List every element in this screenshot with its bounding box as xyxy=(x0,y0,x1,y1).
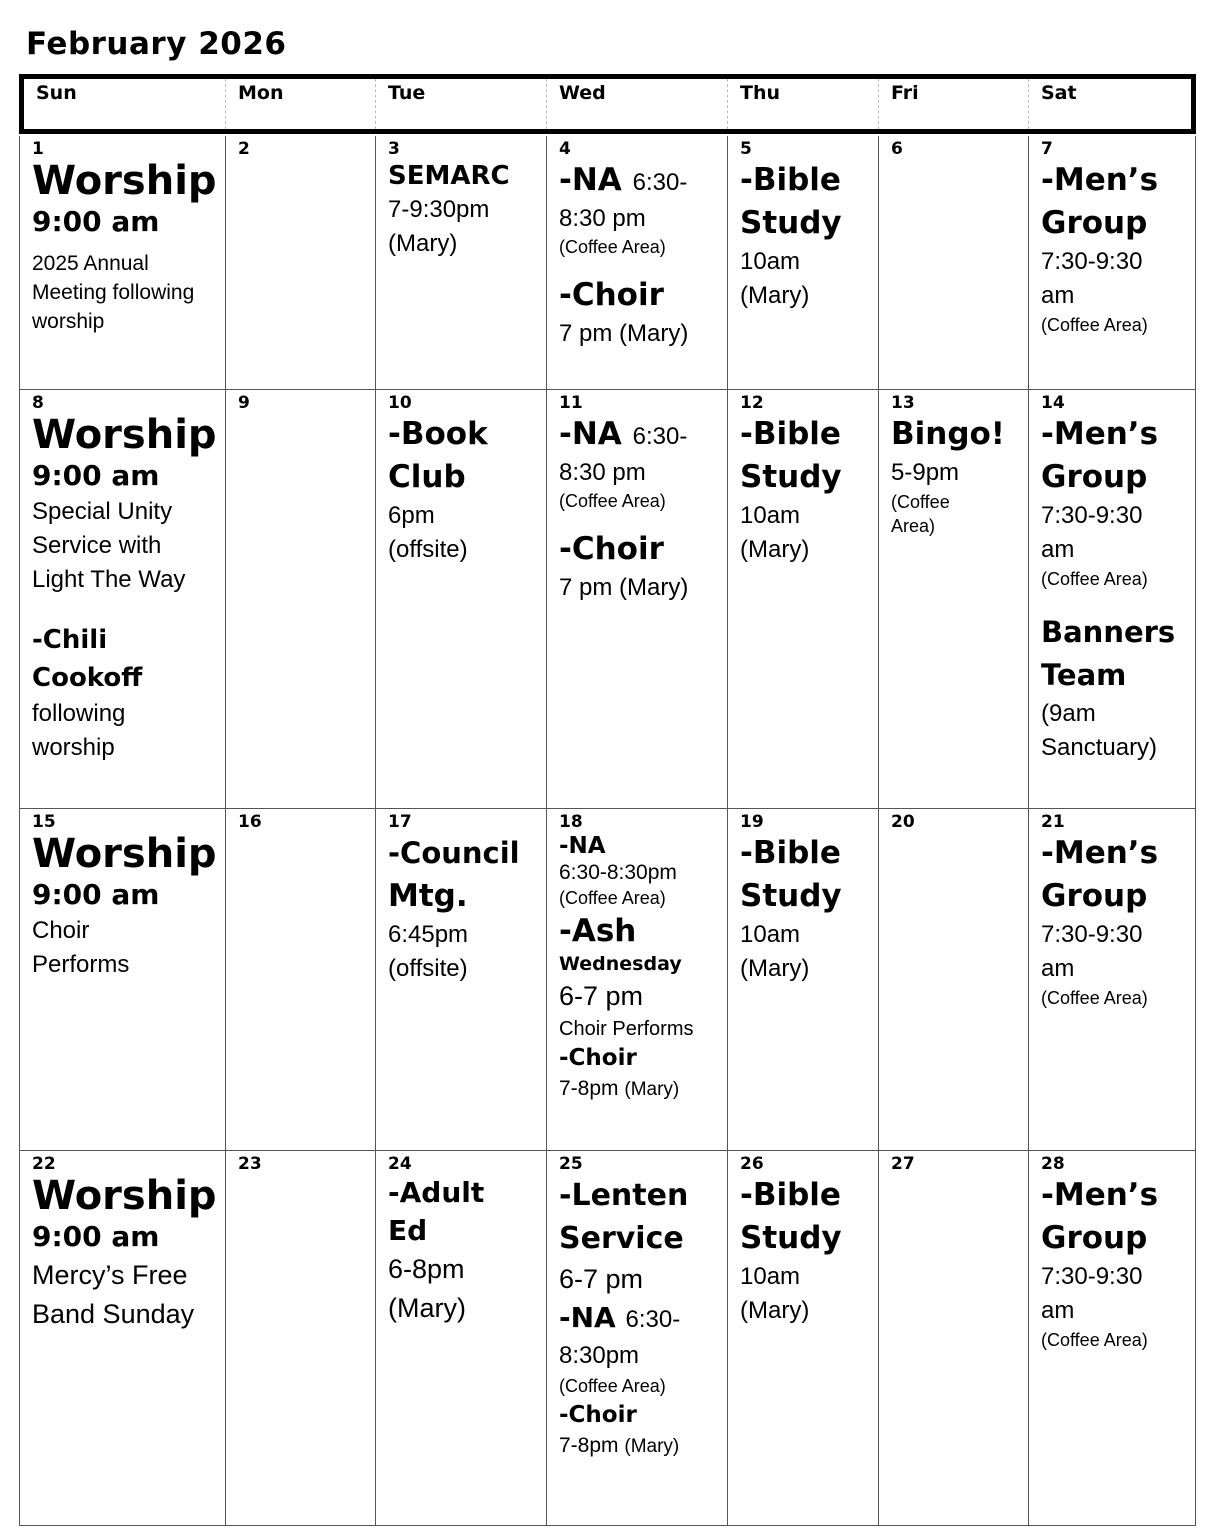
day-cell[interactable] xyxy=(728,390,879,809)
event-note: Service with xyxy=(32,532,162,559)
event-note: Light The Way xyxy=(32,566,186,593)
event-title: -Choir xyxy=(559,1402,637,1428)
day-number: 25 xyxy=(559,1154,583,1174)
day-cell[interactable] xyxy=(1029,1151,1196,1526)
event-title: -Men’s xyxy=(1041,162,1159,198)
event-title: -Council xyxy=(388,836,520,870)
calendar-title: February 2026 xyxy=(26,26,287,62)
event-title: -Men’s xyxy=(1041,416,1159,452)
day-number: 17 xyxy=(388,812,412,832)
event-location: (Coffee Area) xyxy=(1041,315,1148,335)
event-title: -Lenten xyxy=(559,1178,689,1213)
event-title-cont: Mtg. xyxy=(388,878,468,914)
event-time: 6:30- xyxy=(632,169,688,196)
event-title-cont: Club xyxy=(388,459,466,495)
day-cell[interactable] xyxy=(728,136,879,390)
event-time-cont: am xyxy=(1041,1297,1075,1324)
day-number: 26 xyxy=(740,1154,764,1174)
event-location: (Coffee Area) xyxy=(1041,1330,1148,1350)
day-cell[interactable] xyxy=(226,1151,376,1526)
event-title-cont: Service xyxy=(559,1221,684,1256)
event-title-cont: Cookoff xyxy=(32,663,143,693)
event-time: 9:00 am xyxy=(32,459,160,492)
event-location: (Coffee Area) xyxy=(559,237,666,257)
day-cell[interactable] xyxy=(226,136,376,390)
day-number: 16 xyxy=(238,812,262,832)
event-location: Sanctuary) xyxy=(1041,734,1158,761)
event-note: Choir Performs xyxy=(559,1018,694,1040)
event-time: 10am xyxy=(740,502,801,529)
event-title: -Bible xyxy=(740,835,841,871)
event-location: (Coffee Area) xyxy=(1041,569,1148,589)
event-time: 7-9:30pm xyxy=(388,196,490,223)
event-time: 6pm xyxy=(388,502,435,529)
day-number: 20 xyxy=(891,812,915,832)
weekday-tue: Tue xyxy=(376,79,547,129)
day-cell[interactable] xyxy=(376,809,547,1151)
event-title: SEMARC xyxy=(388,161,510,191)
event-title-cont: Team xyxy=(1041,658,1127,692)
event-time: 9:00 am xyxy=(32,205,160,238)
event-title: -Book xyxy=(388,416,488,452)
event-location: (Mary) xyxy=(740,536,810,563)
weekday-sat: Sat xyxy=(1041,82,1077,104)
event-title: -NA xyxy=(559,833,606,859)
day-cell[interactable] xyxy=(547,136,728,390)
event-title: -Men’s xyxy=(1041,1177,1159,1213)
event-title: -Bible xyxy=(740,416,841,452)
weekday-thu: Thu xyxy=(728,79,879,129)
day-cell[interactable] xyxy=(879,809,1029,1151)
event-location-cont: Area) xyxy=(891,516,936,536)
event-time: 6-7 pm xyxy=(559,1264,644,1294)
event-title: -Bible xyxy=(740,162,841,198)
event-time: 7 pm (Mary) xyxy=(559,574,689,601)
event-location: (offsite) xyxy=(388,955,468,982)
event-time-cont: am xyxy=(1041,955,1075,982)
day-number: 12 xyxy=(740,393,764,413)
event-title: -Choir xyxy=(559,531,664,567)
day-number: 28 xyxy=(1041,1154,1065,1174)
event-location: (Mary) xyxy=(740,282,810,309)
event-note: Special Unity xyxy=(32,498,173,525)
weekday-wed: Wed xyxy=(547,79,728,129)
day-cell[interactable] xyxy=(226,390,376,809)
event-location: (Mary) xyxy=(740,1297,810,1324)
event-time: 6-7 pm xyxy=(559,981,644,1011)
day-cell[interactable] xyxy=(547,390,728,809)
day-number: 6 xyxy=(891,139,903,159)
event-title: -Choir xyxy=(559,277,664,313)
event-location: (Mary) xyxy=(388,230,458,257)
day-number: 27 xyxy=(891,1154,915,1174)
day-cell[interactable] xyxy=(879,136,1029,390)
event-title: -Ash xyxy=(559,913,637,949)
day-number: 19 xyxy=(740,812,764,832)
day-cell[interactable] xyxy=(19,136,226,390)
event-location: (Coffee Area) xyxy=(559,888,666,908)
event-note: Band Sunday xyxy=(32,1299,195,1329)
event-title: -Bible xyxy=(740,1177,841,1213)
day-number: 1 xyxy=(32,139,44,159)
event-title: Worship xyxy=(32,412,217,458)
event-location: (offsite) xyxy=(388,536,468,563)
event-location: (Mary) xyxy=(624,1079,680,1100)
event-title: -Men’s xyxy=(1041,835,1159,871)
event-title-cont: Ed xyxy=(388,1214,428,1247)
event-note: Choir xyxy=(32,917,90,944)
event-title: -Choir xyxy=(559,1045,637,1071)
day-number: 2 xyxy=(238,139,250,159)
event-time: 9:00 am xyxy=(32,878,160,911)
event-time: 6:30- xyxy=(632,423,688,450)
day-cell[interactable] xyxy=(728,1151,879,1526)
day-number: 18 xyxy=(559,812,583,832)
day-cell[interactable] xyxy=(19,1151,226,1526)
event-title-cont: Group xyxy=(1041,878,1148,914)
event-title-cont: Study xyxy=(740,459,842,495)
day-number: 3 xyxy=(388,139,400,159)
event-time: 7 pm (Mary) xyxy=(559,320,689,347)
event-location: (Mary) xyxy=(624,1436,680,1457)
day-cell[interactable] xyxy=(19,390,226,809)
event-time: 6:45pm xyxy=(388,921,469,948)
event-time-cont: am xyxy=(1041,536,1075,563)
event-time: 7-8pm xyxy=(559,1077,619,1100)
event-title: Worship xyxy=(32,158,217,204)
event-title-cont: Group xyxy=(1041,1220,1148,1256)
event-location: (Mary) xyxy=(740,955,810,982)
event-time: 8:30 pm xyxy=(559,205,646,232)
event-location: (Coffee Area) xyxy=(559,491,666,511)
day-number: 22 xyxy=(32,1154,56,1174)
event-location: (Mary) xyxy=(388,1293,466,1323)
day-cell[interactable] xyxy=(879,390,1029,809)
day-cell[interactable] xyxy=(19,809,226,1151)
event-time: 5-9pm xyxy=(891,459,960,486)
day-number: 13 xyxy=(891,393,915,413)
day-number: 15 xyxy=(32,812,56,832)
event-note: Mercy’s Free xyxy=(32,1260,188,1290)
event-title: -NA xyxy=(559,1301,616,1334)
day-number: 24 xyxy=(388,1154,412,1174)
day-cell[interactable] xyxy=(728,809,879,1151)
event-time: 6:30- xyxy=(625,1306,681,1333)
event-time-cont: 8:30pm xyxy=(559,1342,640,1369)
event-time: 10am xyxy=(740,248,801,275)
event-title-cont: Study xyxy=(740,1220,842,1256)
event-time: 7:30-9:30 xyxy=(1041,248,1143,275)
day-cell[interactable] xyxy=(1029,136,1196,390)
event-title-cont: Wednesday xyxy=(559,953,682,975)
event-title: -NA xyxy=(559,162,622,198)
day-number: 10 xyxy=(388,393,412,413)
day-cell[interactable] xyxy=(1029,390,1196,809)
event-location: (Coffee xyxy=(891,492,950,512)
day-cell[interactable] xyxy=(879,1151,1029,1526)
event-title: Bingo! xyxy=(891,416,1005,452)
event-title-cont: Study xyxy=(740,878,842,914)
weekday-header xyxy=(19,74,1196,134)
event-title: Banners xyxy=(1041,615,1176,649)
day-cell[interactable] xyxy=(226,809,376,1151)
event-note: Performs xyxy=(32,951,130,978)
day-cell[interactable] xyxy=(376,390,547,809)
day-number: 5 xyxy=(740,139,752,159)
day-cell[interactable] xyxy=(376,136,547,390)
day-number: 4 xyxy=(559,139,571,159)
event-title: Worship xyxy=(32,831,217,877)
day-cell[interactable] xyxy=(547,1151,728,1526)
event-time: 9:00 am xyxy=(32,1220,160,1253)
day-number: 21 xyxy=(1041,812,1065,832)
day-number: 11 xyxy=(559,393,583,413)
event-time: 10am xyxy=(740,1263,801,1290)
event-time: 6:30-8:30pm xyxy=(559,861,677,884)
day-number: 9 xyxy=(238,393,250,413)
event-time: 7:30-9:30 xyxy=(1041,921,1143,948)
day-cell[interactable] xyxy=(1029,809,1196,1151)
weekday-sun: Sun xyxy=(24,79,226,129)
event-time: (9am xyxy=(1041,700,1096,727)
event-location: (Coffee Area) xyxy=(559,1376,666,1396)
event-title: -NA xyxy=(559,416,622,452)
event-location: (Coffee Area) xyxy=(1041,988,1148,1008)
day-number: 23 xyxy=(238,1154,262,1174)
calendar-grid xyxy=(19,74,1196,1526)
event-note: 2025 Annual Meeting following worship xyxy=(32,252,195,333)
event-time: 6-8pm xyxy=(388,1254,465,1284)
event-note: worship xyxy=(32,734,115,761)
day-cell[interactable] xyxy=(376,1151,547,1526)
event-time-cont: am xyxy=(1041,282,1075,309)
event-time: 10am xyxy=(740,921,801,948)
event-time: 7:30-9:30 xyxy=(1041,502,1143,529)
event-title: -Chili xyxy=(32,625,108,655)
day-cell[interactable] xyxy=(547,809,728,1151)
day-number: 14 xyxy=(1041,393,1065,413)
event-title-cont: Group xyxy=(1041,205,1148,241)
event-title: Worship xyxy=(32,1173,217,1219)
event-title-cont: Group xyxy=(1041,459,1148,495)
day-number: 7 xyxy=(1041,139,1053,159)
event-time: 7:30-9:30 xyxy=(1041,1263,1143,1290)
event-note: following xyxy=(32,700,126,727)
event-time: 7-8pm xyxy=(559,1434,619,1457)
weekday-mon: Mon xyxy=(226,79,376,129)
event-title: -Adult xyxy=(388,1176,485,1209)
event-title-cont: Study xyxy=(740,205,842,241)
day-number: 8 xyxy=(32,393,44,413)
event-time: 8:30 pm xyxy=(559,459,646,486)
weekday-fri: Fri xyxy=(879,79,1029,129)
